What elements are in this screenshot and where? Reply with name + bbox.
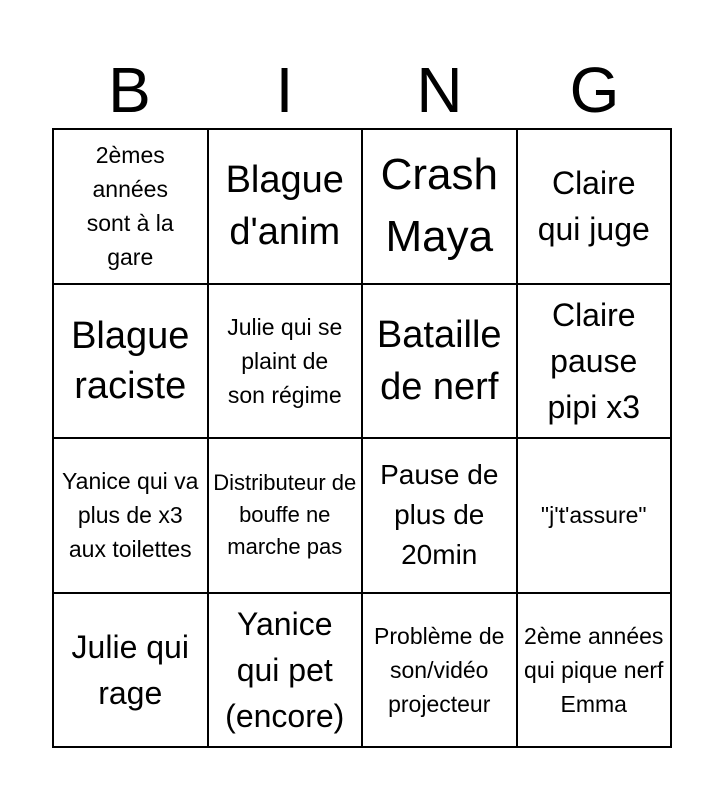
bingo-cell[interactable]	[54, 130, 209, 285]
cell-text: Claire qui juge	[537, 165, 650, 248]
cell-text: Problème de son/vidéo projecteur	[374, 622, 505, 717]
cell-text: Julie qui rage	[71, 628, 189, 711]
header-letter-b: B	[108, 54, 151, 126]
bingo-grid	[52, 128, 672, 748]
bingo-cell[interactable]	[209, 130, 364, 285]
bingo-cell[interactable]	[54, 594, 209, 749]
cell-text: Blague d'anim	[225, 159, 344, 254]
cell-text: Crash Maya	[380, 150, 498, 262]
bingo-cell[interactable]	[209, 285, 364, 440]
cell-text: Claire pause pipi x3	[547, 296, 640, 425]
cell-text: Blague raciste	[71, 314, 190, 407]
cell-text: Distributeur de bouffe ne marche pas	[213, 470, 357, 560]
bingo-cell[interactable]	[209, 594, 364, 749]
cell-text: Bataille de nerf	[376, 313, 502, 408]
bingo-cell[interactable]	[54, 439, 209, 594]
bingo-cell[interactable]	[209, 439, 364, 594]
bingo-cell[interactable]	[518, 594, 673, 749]
bingo-cell[interactable]	[363, 594, 518, 749]
bingo-cell[interactable]	[363, 130, 518, 285]
cell-text: "j't'assure"	[540, 502, 647, 529]
bingo-cell[interactable]	[363, 439, 518, 594]
bingo-cell[interactable]	[518, 439, 673, 594]
cell-text: Pause de plus de 20min	[380, 459, 499, 571]
bingo-cell[interactable]	[363, 285, 518, 440]
cell-text: 2ème années qui pique nerf Emma	[524, 622, 664, 717]
bingo-cell[interactable]	[518, 130, 673, 285]
header-letter-n: N	[416, 54, 463, 126]
cell-text: Yanice qui pet (encore)	[225, 605, 345, 734]
cell-text: 2èmes années sont à la gare	[86, 142, 174, 271]
header-letter-g: G	[569, 54, 620, 126]
cell-text: Julie qui se plaint de son régime	[227, 313, 343, 408]
bingo-cell[interactable]	[518, 285, 673, 440]
header-letter-i: I	[275, 54, 294, 126]
bingo-cell[interactable]	[54, 285, 209, 440]
cell-text: Yanice qui va plus de x3 aux toilettes	[62, 468, 199, 563]
bingo-header	[52, 52, 672, 128]
